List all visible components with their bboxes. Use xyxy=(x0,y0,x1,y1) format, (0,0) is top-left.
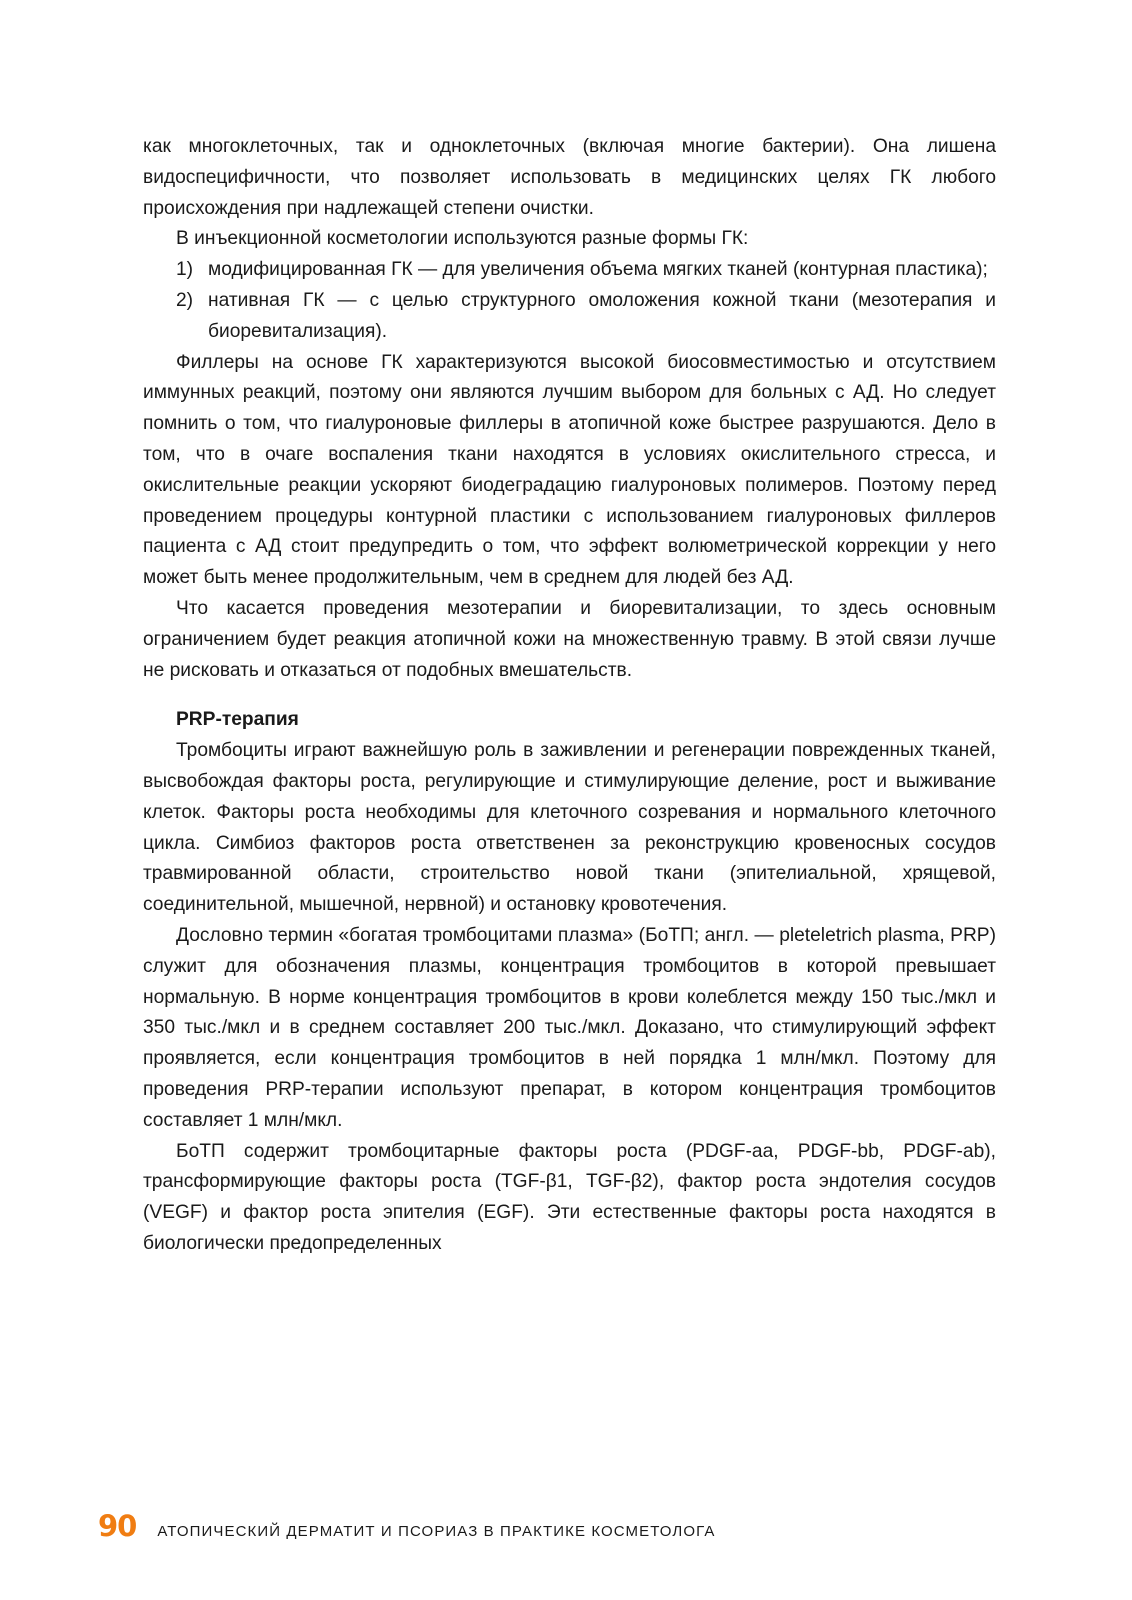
paragraph-growth-factors: БоТП содержит тромбоцитарные факторы роста (PDGF-aa, PDGF-bb, PDGF-ab), трансформирующие факторы роста (TGF-β1, TGF-β2), фактор роста эндотелия сосудов (VEGF) и фактор роста эпителия (EGF). Эти естественные факторы роста находятся в биологически предопределенных xyxy=(143,1140,996,1254)
list-item xyxy=(176,286,996,348)
forms-list xyxy=(143,255,996,347)
running-title: АТОПИЧЕСКИЙ ДЕРМАТИТ И ПСОРИАЗ В ПРАКТИКЕ КОСМЕТОЛОГА xyxy=(157,1523,716,1540)
page-content xyxy=(143,132,996,1260)
paragraph-mesotherapy: Что касается проведения мезотерапии и биоревитализации, то здесь основным ограничением будет реакция атопичной кожи на множественную травму. В этой связи лучше не рисковать и отказаться от подобных вмешательств. xyxy=(143,597,996,681)
section-heading: PRP-терапия xyxy=(176,709,299,731)
list-item-number: 2) xyxy=(176,289,194,311)
paragraph-prp-definition: Дословно термин «богатая тромбоцитами плазма» (БоТП; англ. — pleteletrich plasma, PRP) служит для обозначения плазмы, концентрация тромбоцитов в которой превышает нормальную. В норме концентрация тромбоцитов в крови колеблется между 150 тыс./мкл и 350 тыс./мкл и в среднем составляет 200 тыс./мкл. Доказано, что стимулирующий эффект проявляется, если концентрация тромбоцитов в ней порядка 1 млн/мкл. Поэтому для проведения PRP-терапии используют препарат, в котором концентрация тромбоцитов составляет 1 млн/мкл. xyxy=(143,924,996,1131)
list-item-number: 1) xyxy=(176,259,194,281)
paragraph-continuation: как многоклеточных, так и одноклеточных (включая многие бактерии). Она лишена видоспецифичности, что позволяет использовать в медицинских целях ГК любого происхождения при надлежащей степени очистки. xyxy=(143,136,996,219)
paragraph-platelets: Тромбоциты играют важнейшую роль в заживлении и регенерации поврежденных тканей, высвобождая факторы роста, регулирующие и стимулирующие деление, рост и выживание клеток. Факторы роста необходимы для клеточного созревания и нормального клеточного цикла. Симбиоз факторов роста ответственен за реконструкцию кровеносных сосудов травмированной области, строительство новой ткани (эпителиальной, хрящевой, соединительной, мышечной, нервной) и остановку кровотечения. xyxy=(143,740,996,916)
list-item-text: нативная ГК — с целью структурного омоложения кожной ткани (мезотерапия и биоревитализация). xyxy=(208,289,996,342)
paragraph-forms-intro: В инъекционной косметологии используются разные формы ГК: xyxy=(176,228,749,250)
list-item-text: модифицированная ГК — для увеличения объема мягких тканей (контурная пластика); xyxy=(208,259,988,281)
page-number: 90 xyxy=(98,1509,137,1543)
page-footer xyxy=(98,1509,715,1543)
list-item xyxy=(176,255,996,286)
paragraph-fillers: Филлеры на основе ГК характеризуются высокой биосовместимостью и отсутствием иммунных реакций, поэтому они являются лучшим выбором для больных с АД. Но следует помнить о том, что гиалуроновые филлеры в атопичной коже быстрее разрушаются. Дело в том, что в очаге воспаления ткани находятся в условиях окислительного стресса, и окислительные реакции ускоряют биодеградацию гиалуроновых полимеров. Поэтому перед проведением процедуры контурной пластики с использованием гиалуроновых филлеров пациента с АД стоит предупредить о том, что эффект волюметрической коррекции у него может быть менее продолжительным, чем в среднем для людей без АД. xyxy=(143,351,996,589)
